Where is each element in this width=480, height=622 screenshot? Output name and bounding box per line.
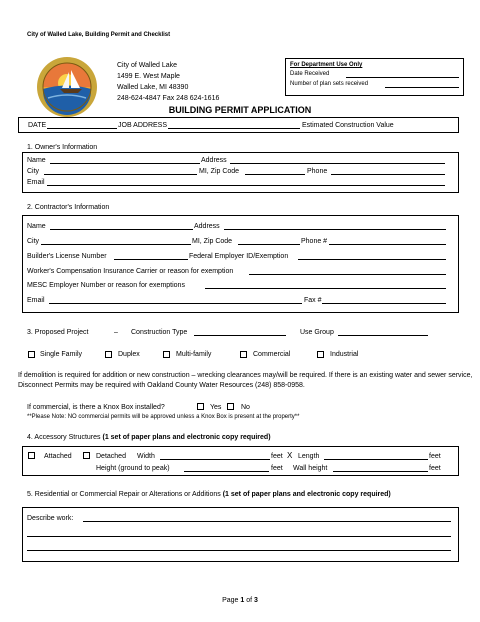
contractor-name-field[interactable]	[50, 229, 193, 230]
attached-label: Attached	[44, 453, 72, 460]
accessory-heading-text: 4. Accessory Structures	[27, 434, 101, 441]
knox-note: **Please Note: NO commercial permits will be approved unless a Knox Box is present at the property**	[27, 414, 300, 420]
owner-city-label: City	[27, 168, 40, 175]
width-label: Width	[137, 453, 155, 460]
duplex-label: Duplex	[118, 351, 140, 358]
date-received-field[interactable]	[346, 77, 459, 78]
owner-info-box	[22, 152, 459, 193]
height-feet-label: feet	[271, 465, 283, 472]
length-label: Length	[298, 453, 320, 460]
fein-label: Federal Employer ID/Exemption	[189, 253, 289, 260]
contractor-section-heading: 2. Contractor's Information	[27, 204, 110, 211]
page-current: 1	[240, 597, 245, 604]
construction-value-label: Estimated Construction Value	[302, 122, 394, 129]
owner-phone-label: Phone	[307, 168, 328, 175]
accessory-heading-bold: (1 set of paper plans and electronic copy required)	[102, 434, 271, 441]
page-prefix: Page	[222, 597, 239, 604]
project-section-heading: 3. Proposed Project	[27, 329, 89, 336]
city-phone-fax: 248-624-4847 Fax 248 624-1616	[117, 95, 220, 102]
contractor-address-field[interactable]	[224, 229, 446, 230]
height-peak-label: Height (ground to peak)	[96, 465, 170, 472]
describe-work-line-3[interactable]	[27, 550, 451, 551]
page-of: of	[246, 597, 253, 604]
owner-address-label: Address	[201, 157, 227, 164]
contractor-address-label: Address	[194, 223, 220, 230]
workers-comp-label: Worker's Compensation Insurance Carrier or reason for exemption	[27, 268, 234, 275]
duplex-checkbox[interactable]	[105, 351, 112, 358]
workers-comp-field[interactable]	[249, 274, 446, 275]
knox-yes-checkbox[interactable]	[197, 403, 204, 410]
owner-email-field[interactable]	[47, 185, 445, 186]
contractor-name-label: Name	[27, 223, 46, 230]
repair-heading-text: 5. Residential or Commercial Repair or Alterations or Additions	[27, 491, 221, 498]
date-label: DATE	[28, 122, 47, 129]
builder-license-field[interactable]	[114, 259, 188, 260]
owner-address-field[interactable]	[230, 163, 445, 164]
date-received-label: Date Received	[290, 71, 330, 77]
plan-sets-field[interactable]	[385, 87, 459, 88]
contractor-zip-field[interactable]	[238, 244, 300, 245]
fein-field[interactable]	[298, 259, 446, 260]
accessory-section-heading	[27, 433, 271, 442]
owner-zip-label: MI, Zip Code	[199, 168, 240, 175]
page-number	[0, 596, 480, 605]
owner-phone-field[interactable]	[331, 174, 445, 175]
city-address-city: Walled Lake, MI 48390	[117, 84, 189, 91]
accessory-structures-box	[22, 446, 459, 476]
commercial-checkbox[interactable]	[240, 351, 247, 358]
single-family-checkbox[interactable]	[28, 351, 35, 358]
city-address-street: 1499 E. West Maple	[117, 73, 180, 80]
describe-work-box	[22, 507, 459, 562]
length-field[interactable]	[324, 459, 428, 460]
owner-email-label: Email	[27, 179, 45, 186]
construction-type-field[interactable]	[194, 335, 286, 336]
job-address-label: JOB ADDRESS	[118, 122, 168, 129]
department-use-title: For Department Use Only	[290, 62, 363, 68]
mesc-field[interactable]	[205, 288, 446, 289]
job-address-field[interactable]	[168, 128, 300, 129]
knox-question: If commercial, is there a Knox Box installed?	[27, 404, 165, 411]
describe-work-line-1[interactable]	[83, 521, 451, 522]
multi-family-checkbox[interactable]	[163, 351, 170, 358]
owner-zip-field[interactable]	[245, 174, 305, 175]
wall-height-field[interactable]	[333, 471, 428, 472]
use-group-field[interactable]	[338, 335, 428, 336]
wall-height-label: Wall height	[293, 465, 328, 472]
department-use-box	[285, 58, 464, 96]
date-field[interactable]	[47, 128, 117, 129]
width-feet-label: feet	[271, 453, 283, 460]
single-family-label: Single Family	[40, 351, 83, 358]
width-field[interactable]	[160, 459, 270, 460]
repair-heading-bold: (1 set of paper plans and electronic copy required)	[222, 491, 391, 498]
knox-no-checkbox[interactable]	[227, 403, 234, 410]
project-dash: –	[114, 329, 118, 336]
times-x: X	[287, 451, 293, 460]
use-group-label: Use Group	[300, 329, 334, 336]
detached-checkbox[interactable]	[83, 452, 90, 459]
contractor-fax-field[interactable]	[322, 303, 446, 304]
industrial-label: Industrial	[330, 351, 359, 358]
owner-city-field[interactable]	[44, 174, 197, 175]
contractor-phone-field[interactable]	[329, 244, 446, 245]
construction-type-label: Construction Type	[131, 329, 188, 336]
contractor-zip-label: MI, Zip Code	[192, 238, 233, 245]
demolition-note: If demolition is required for addition or new construction – wrecking clearances may/will be required. If there is an existing water and sewer service, Disconnect Permits may be required with Oakland County Water Resources (248) 858-0958.	[18, 372, 473, 389]
document-title: City of Walled Lake, Building Permit and Checklist	[27, 32, 171, 38]
detached-label: Detached	[96, 453, 126, 460]
length-feet-label: feet	[429, 453, 441, 460]
mesc-label: MESC Employer Number or reason for exemptions	[27, 282, 185, 289]
owner-section-heading: 1. Owner's Information	[27, 144, 98, 151]
page-total: 3	[254, 597, 258, 604]
multi-family-label: Multi-family	[176, 351, 212, 358]
commercial-label: Commercial	[253, 351, 291, 358]
repair-section-heading	[27, 490, 391, 499]
attached-checkbox[interactable]	[28, 452, 35, 459]
knox-no-label: No	[241, 404, 250, 411]
contractor-fax-label: Fax #	[304, 297, 322, 304]
owner-name-label: Name	[27, 157, 46, 164]
contractor-email-label: Email	[27, 297, 45, 304]
city-name: City of Walled Lake	[117, 62, 178, 69]
plan-sets-label: Number of plan sets received	[290, 81, 369, 87]
height-peak-field[interactable]	[184, 471, 269, 472]
describe-work-line-2[interactable]	[27, 536, 451, 537]
describe-work-label: Describe work:	[27, 515, 74, 522]
contractor-phone-label: Phone #	[301, 238, 328, 245]
knox-yes-label: Yes	[210, 404, 222, 411]
wall-height-feet-label: feet	[429, 465, 441, 472]
contractor-email-field[interactable]	[49, 303, 302, 304]
builder-license-label: Builder's License Number	[27, 253, 107, 260]
contractor-city-field[interactable]	[41, 244, 191, 245]
contractor-city-label: City	[27, 238, 40, 245]
industrial-checkbox[interactable]	[317, 351, 324, 358]
date-address-row	[18, 117, 459, 133]
contractor-info-box	[22, 215, 459, 313]
form-title: BUILDING PERMIT APPLICATION	[168, 105, 312, 115]
owner-name-field[interactable]	[50, 163, 200, 164]
